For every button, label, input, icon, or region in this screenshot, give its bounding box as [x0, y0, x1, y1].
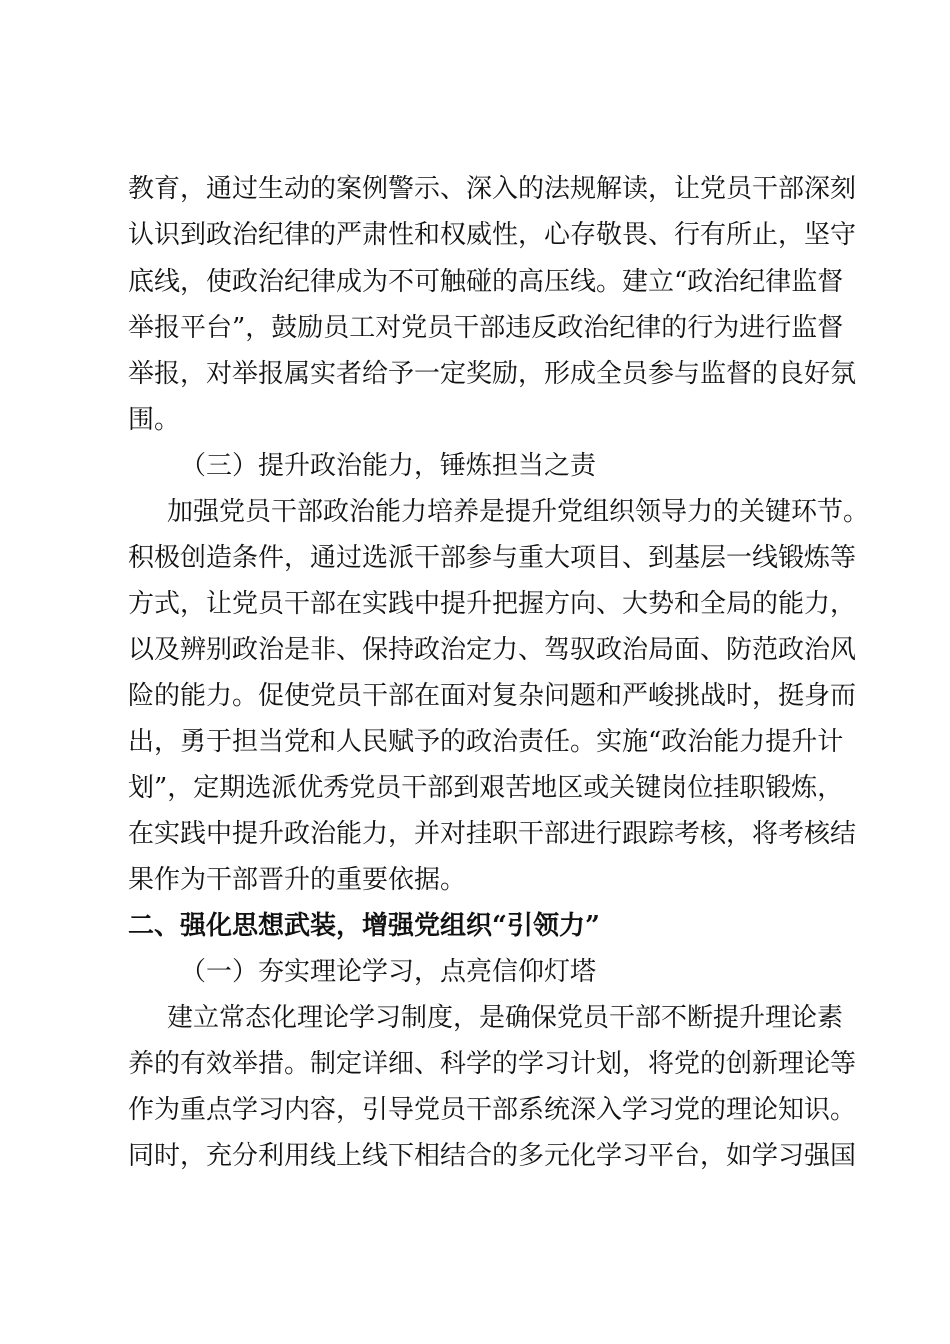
- paragraph-line: 积极创造条件，通过选派干部参与重大项目、到基层一线锻炼等: [128, 543, 857, 573]
- paragraph-line: 举报平台”，鼓励员工对党员干部违反政治纪律的行为进行监督: [128, 313, 844, 343]
- chapter-heading: 二、强化思想武装，增强党组织“引领力”: [128, 911, 600, 941]
- paragraph-line: 出，勇于担当党和人民赋予的政治责任。实施“政治能力提升计: [128, 727, 844, 757]
- paragraph-line: 划”，定期选派优秀党员干部到艰苦地区或关键岗位挂职锻炼，: [128, 773, 844, 803]
- paragraph-line: 举报，对举报属实者给予一定奖励，形成全员参与监督的良好氛: [128, 359, 857, 389]
- paragraph-line: 险的能力。促使党员干部在面对复杂问题和严峻挑战时，挺身而: [128, 681, 857, 711]
- paragraph-line: 养的有效举措。制定详细、科学的学习计划，将党的创新理论等: [128, 1049, 857, 1079]
- paragraph-line: 以及辨别政治是非、保持政治定力、驾驭政治局面、防范政治风: [128, 635, 857, 665]
- paragraph-line: 底线，使政治纪律成为不可触碰的高压线。建立“政治纪律监督: [128, 267, 844, 297]
- section-heading: （一）夯实理论学习，点亮信仰灯塔: [180, 957, 597, 987]
- paragraph-line: 在实践中提升政治能力，并对挂职干部进行跟踪考核，将考核结: [128, 819, 857, 849]
- section-heading: （三）提升政治能力，锤炼担当之责: [180, 451, 597, 481]
- paragraph-line: 作为重点学习内容，引导党员干部系统深入学习党的理论知识。: [128, 1095, 857, 1125]
- paragraph-line: 建立常态化理论学习制度，是确保党员干部不断提升理论素: [167, 1003, 844, 1033]
- paragraph-line: 果作为干部晋升的重要依据。: [128, 865, 467, 895]
- paragraph-line: 加强党员干部政治能力培养是提升党组织领导力的关键环节。: [167, 497, 870, 527]
- paragraph-line: 教育，通过生动的案例警示、深入的法规解读，让党员干部深刻: [128, 174, 857, 204]
- paragraph-line: 围。: [128, 405, 181, 435]
- paragraph-line: 方式，让党员干部在实践中提升把握方向、大势和全局的能力，: [128, 589, 857, 619]
- paragraph-line: 认识到政治纪律的严肃性和权威性，心存敬畏、行有所止，坚守: [128, 220, 857, 250]
- paragraph-line: 同时，充分利用线上线下相结合的多元化学习平台，如学习强国: [128, 1141, 857, 1171]
